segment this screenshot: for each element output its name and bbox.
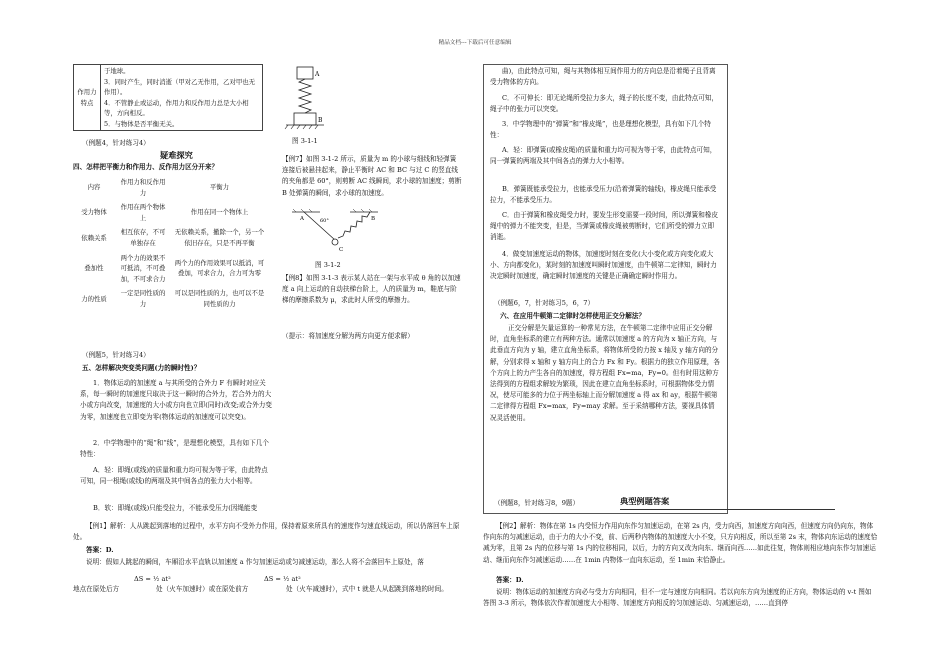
cmp-cell: 受力物体	[81, 208, 107, 217]
question-5: 五、怎样解决突变类问题(力的瞬时性)？	[82, 364, 201, 372]
example-7: 【例7】如图 3-1-2 所示，质量为 m 的小球与细线和轻弹簧连接后被悬挂起来，静止平衡时 AC 和 BC 与过 C 的竖直线的夹角都是 60°，则剪断 AC 线瞬间，求小球的加速度；剪断 B 处弹簧的瞬间，求小球的加速度。	[282, 155, 462, 197]
ref-note-4: （例题8，针对练习8，9题）	[494, 499, 580, 507]
ball	[332, 239, 338, 245]
para-A: A．轻：即绳(或线)的质量和重力均可视为等于零，由此特点可知，同一根绳(或线)的两端及其中间各点的张力大小相等。	[80, 466, 268, 486]
explanation-1b: 地点在原处后方	[73, 585, 120, 593]
feature-item: 3．同时产生，同时消逝（甲对乙无作用，乙对甲也无作用）。	[104, 77, 256, 96]
para-4: 4．做变加速度运动的物体，加速度时刻在变化(大小变化或方向变化或大小、方向都变化)，某时刻的加速度叫瞬时加速度，由牛顿第二定律知，瞬时力决定瞬时加速度，确定瞬时加速度的关键是正确确定瞬时作用力。	[490, 250, 717, 281]
para-3: 3．中学物理中的“弹簧”和“橡皮绳”，也是理想化模型，具有如下几个特性：	[490, 120, 711, 140]
feature-label: 作用力特点	[74, 65, 101, 131]
cmp-cell: 可以是同性质的力，也可以不是同性质的力	[174, 289, 265, 308]
answers-title-underline	[620, 509, 835, 510]
spring-bc	[338, 212, 370, 238]
para-2: 2．中学物理中的“绳”和“线”，是理想化模型，具有如下几个特性：	[80, 439, 269, 459]
label-a: A	[315, 71, 320, 78]
cmp-cell: 两个力的作用效果可以抵消，可叠加，可求合力，合力可为零	[174, 258, 265, 278]
para-B2: B．弹簧既能承受拉力，也能承受压力(沿着弹簧的轴线)，橡皮绳只能承受拉力，不能承受压力。	[490, 185, 717, 205]
explanation-1a: 说明：假如人跳起的瞬间，车厢沿水平直轨以加速度 a 作匀加速运动或匀减速运动，那么人将不会落回车上原处，落	[86, 558, 424, 566]
para-C: C．不可伸长：即无论绳所受拉力多大，绳子的长度不变，由此特点可知，绳子中的张力可以突变。	[490, 94, 719, 114]
feature-item: 于地球。	[104, 67, 130, 75]
angle-label: 60°	[320, 218, 329, 224]
cmp-cell: 叠加性	[84, 264, 104, 273]
explanation-1d: 处（火车减速时），式中 t 就是人从起跳到落地的时间。	[286, 585, 448, 593]
answer-2: 答案：D.	[496, 576, 524, 584]
label-b: B	[318, 117, 323, 124]
cmp-cell: 力的性质	[81, 294, 107, 303]
string-ac	[304, 212, 335, 240]
answer-1: 答案：D.	[86, 546, 114, 554]
string-spring-figure	[290, 208, 380, 258]
cmp-header: 作用力和反作用力	[120, 178, 166, 197]
answers-title: 典型例题答案	[620, 496, 670, 506]
cmp-cell: 作用在同一个物体上	[190, 208, 249, 217]
feature-item: 4．不管静止或运动，作用力和反作用力总是大小相等，方向相反。	[104, 98, 249, 117]
example-8: 【例8】如图 3-1-3 表示某人站在一架与水平成 θ 角的以加速度 a 向上运动的自动扶梯台阶上，人的质量为 m，鞋底与阶梯的摩擦系数为 μ，求此时人所受的摩擦力。	[282, 274, 461, 305]
question-6: 六、在应用牛顿第二定律时怎样使用正交分解法？	[500, 312, 646, 320]
fig2-caption: 图 3-1-2	[315, 261, 341, 269]
example-2-analysis: 【例2】解析：物体在第 1s 内受恒力作用向东作匀加速运动，在第 2s 内，受力向西，加速度方向向西，但速度方向仍向东，物体作向东的匀减速运动，由于力的大小不变，前、后两秒内物体的加速度大小不变，只方向相反，所以至第 2s 末，物体向东运动的速度恰减为零，且第 2s 内的位移与第 1s 内的位移相同，以后，力的方向又改为向东、继而向西……如此往复，物体则相应地向东作匀加速运动、继而向东作匀减速运动……在 1min 内物体一直向东运动，至 1min 末恰静止。	[483, 522, 878, 564]
label-b: B	[371, 216, 376, 222]
explanation-2: 说明：物体运动的加速度方向必与受力方向相同，但不一定与速度方向相同。若以向东方向为速度的正方向，物体运动的 v-t 图如答图 3-3 所示，物体依次作着加速度大小相等、加速度方向相反的匀加速运动、匀减速运动，……直到停	[483, 588, 872, 608]
ground-hatch	[285, 125, 318, 129]
block-a	[297, 67, 313, 79]
spring-block-figure	[282, 62, 330, 140]
question-4: 四、怎样把平衡力和作用力、反作用力区分开来？	[73, 163, 219, 171]
cmp-header: 平衡力	[209, 183, 230, 192]
cmp-cell: 无依赖关系，撤除一个，另一个依旧存在，只是不再平衡	[174, 228, 265, 247]
formula-1: ΔS = ½ at²	[134, 575, 171, 583]
spring	[299, 79, 311, 113]
explanation-1c: 处（火车加速时）或在原处前方	[156, 585, 249, 593]
label-a: A	[300, 216, 304, 222]
compare-table	[73, 175, 268, 312]
label-c: C	[339, 247, 344, 253]
block-b	[294, 113, 316, 125]
cmp-cell: 两个力的效果不可抵消，不可叠加，不可求合力	[120, 253, 166, 283]
cmp-cell: 依赖关系	[81, 233, 107, 242]
feature-items-cell	[101, 65, 263, 131]
formula-2: ΔS = ½ at²	[264, 575, 301, 583]
figure-3-1-2	[290, 208, 380, 258]
cmp-cell: 作用在两个物体上	[120, 203, 166, 222]
para-C2: C．由于弹簧和橡皮绳受力时，要发生形变需要一段时间，所以弹簧和橡皮绳中的弹力不能突变，但是，当弹簧或橡皮绳被剪断时，它们所受的弹力立即消逝。	[490, 211, 719, 242]
ceiling-hatch	[293, 209, 372, 212]
example-8-hint: （提示：将加速度分解为两方向更方便求解）	[282, 332, 414, 340]
feature-table	[73, 64, 263, 131]
para-A2: A．轻：即弹簧(或橡皮绳)的质量和重力均可视为等于零，由此特点可知，同一弹簧的两端及其中间各点的弹力大小相等。	[490, 146, 717, 166]
cmp-header: 内容	[87, 183, 101, 192]
figure-3-1-1	[282, 62, 330, 140]
cmp-cell: 相互依存，不可单独存在	[120, 228, 166, 247]
example-1-analysis: 【例1】解析：人从跳起到落地的过程中，水平方向不受外力作用，保持着原来所具有的速度作匀速直线运动，所以仍落回车上原处。	[73, 522, 460, 542]
fig1-caption: 图 3-1-1	[292, 137, 318, 145]
para-intro: 曲)，由此特点可知，绳与其物体相互间作用力的方向总是沿着绳子且背离受力物体的方向。	[490, 67, 716, 87]
ref-note-2: （例题5，针对练习4）	[82, 351, 150, 359]
ref-note-1: （例题4，针对练习4）	[82, 139, 150, 147]
cmp-cell: 一定是同性质的力	[120, 289, 166, 308]
page-header: 精品文档---下载后可任意编辑	[438, 40, 512, 46]
ref-note-3: （例题6，7，针对练习5，6，7）	[494, 299, 595, 307]
para-1: 1．物体运动的加速度 a 与其所受的合外力 F 有瞬时对应关系，每一瞬时的加速度只取决于这一瞬时的合外力，若合外力的大小或方向改变，加速度的大小或方向也立即(同时)改变;或合外力变为零，加速度也立即变为零(物体运动的加速度可以突变)。	[80, 379, 272, 421]
feature-item: 5．与物体是否平衡无关。	[104, 119, 179, 128]
section-title: 疑难探究	[160, 150, 193, 160]
para-B: B．软：即绳(或线)只能受拉力，不能承受压力(因绳能变	[93, 504, 258, 512]
para-5: 正交分解是矢量运算的一种常见方法，在牛顿第二定律中应用正交分解时，直角坐标系的建立有两种方法。通常以加速度 a 的方向为 x 轴正方向，与此垂直方向为 y 轴，建立直角坐标系，将物体所受的力按 x 轴及 y 轴方向的分解，分别求得 x 轴和 y 轴方向上的合力 Fx 和 Fy。根据力的独立作用原理，各个方向上的力产生各自的加速度，得方程组 Fx=ma，Fy=0。但有时用这种方法得到的方程组求解较为繁琐，因此在建立直角坐标系时，可根据物体受力情况，使尽可能多的力位于两坐标轴上而分解加速度 a 得 ax 和 ay，根据牛顿第二定律得方程组 Fx=max，Fy=may 求解。至于采纳哪种方法，要视具体情况灵活使用。	[490, 324, 720, 422]
feature-table-wrap	[73, 64, 263, 131]
compare-table-wrap	[73, 175, 268, 312]
